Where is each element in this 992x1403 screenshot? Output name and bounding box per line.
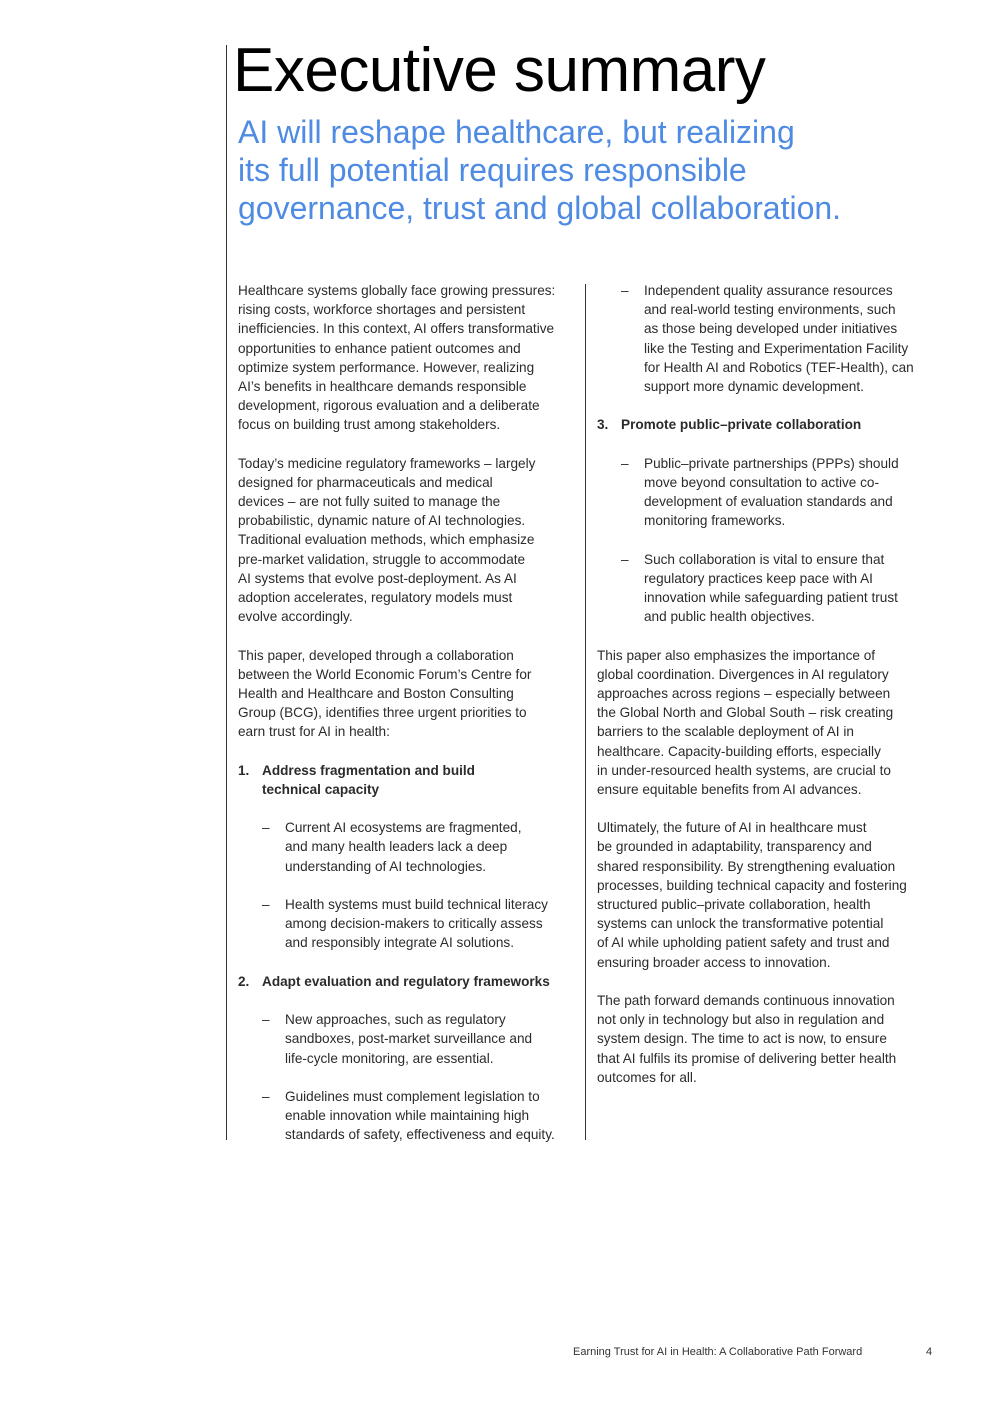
text-line: approaches across regions – especially between: [597, 685, 891, 701]
numbered-heading: [238, 972, 578, 991]
list-number: 3.: [597, 417, 609, 433]
text-line: pre-market validation, struggle to accommodate: [238, 551, 526, 567]
text-line: healthcare. Capacity-building efforts, especially: [597, 743, 881, 759]
bullet-item: [597, 454, 942, 531]
text-line: Such collaboration is vital to ensure that: [644, 551, 885, 567]
paragraph-gap: [597, 626, 942, 645]
text-line: probabilistic, dynamic nature of AI technologies.: [238, 513, 526, 529]
text-line: development, rigorous evaluation and a deliberate: [238, 398, 540, 414]
text-line: Today’s medicine regulatory frameworks – largely: [238, 455, 536, 471]
text-line: Traditional evaluation methods, which emphasize: [238, 532, 535, 548]
text-line: Healthcare systems globally face growing pressures:: [238, 283, 556, 298]
block-text: [597, 818, 942, 972]
bullet-item: [597, 550, 942, 627]
text-line: as those being developed under initiatives: [644, 321, 898, 337]
bullet-item: [238, 895, 578, 953]
text-line: Ultimately, the future of AI in healthcare must: [597, 820, 867, 836]
paragraph-gap: [238, 991, 578, 1010]
text-line: life-cycle monitoring, are essential.: [285, 1050, 494, 1066]
text-line: support more dynamic development.: [644, 378, 864, 394]
text-line: Public–private partnerships (PPPs) should: [644, 455, 899, 471]
text-line: systems can unlock the transformative potential: [597, 916, 884, 932]
bullet-item: [238, 818, 578, 876]
paragraph-gap: [238, 799, 578, 818]
left-margin-rule: [226, 45, 227, 1140]
dash-bullet-icon: –: [262, 820, 270, 836]
paragraph: [597, 991, 942, 1087]
page-footer: [573, 1346, 933, 1358]
text-line: Address fragmentation and build: [262, 762, 475, 778]
block-text: [238, 281, 578, 435]
dash-bullet-icon: –: [262, 1012, 270, 1028]
paragraph-gap: [238, 435, 578, 454]
text-line: AI systems that evolve post-deployment. As AI: [238, 570, 517, 586]
text-line: technical capacity: [262, 781, 380, 797]
text-line: Current AI ecosystems are fragmented,: [285, 820, 522, 836]
text-line: optimize system performance. However, realizing: [238, 359, 535, 375]
text-line: and public health objectives.: [644, 609, 815, 625]
paragraph-gap: [597, 396, 942, 415]
dash-bullet-icon: –: [621, 551, 629, 567]
text-line: evolve accordingly.: [238, 609, 353, 625]
block-text: [238, 761, 578, 799]
block-text: [238, 646, 578, 742]
column-divider: [585, 284, 586, 1140]
text-line: that AI fulfils its promise of delivering better health: [597, 1050, 897, 1066]
paragraph-gap: [238, 876, 578, 895]
page-title: Executive summary: [233, 36, 766, 105]
page-number: 4: [926, 1346, 933, 1358]
text-line: outcomes for all.: [597, 1069, 697, 1085]
block-text: [597, 646, 942, 800]
block-text: [597, 415, 942, 434]
text-line: devices – are not fully suited to manage the: [238, 494, 501, 510]
dash-bullet-icon: –: [621, 283, 629, 298]
block-text: [238, 895, 578, 953]
dash-bullet-icon: –: [262, 897, 270, 912]
text-line: Guidelines must complement legislation to: [285, 1088, 540, 1104]
text-line: be grounded in adaptability, transparency and: [597, 839, 872, 855]
subtitle-line: its full potential requires responsible: [238, 152, 747, 188]
bullet-item: [238, 1087, 578, 1145]
text-line: Independent quality assurance resources: [644, 283, 893, 298]
text-line: sandboxes, post-market surveillance and: [285, 1031, 533, 1047]
subtitle-line: AI will reshape healthcare, but realizing: [238, 114, 795, 150]
dash-bullet-icon: –: [621, 455, 629, 471]
block-text: [597, 991, 942, 1087]
text-line: regulatory practices keep pace with AI: [644, 570, 873, 586]
paragraph-gap: [597, 435, 942, 454]
text-line: Health and Healthcare and Boston Consulting: [238, 685, 514, 701]
text-line: system design. The time to act is now, to ensure: [597, 1031, 887, 1047]
text-line: enable innovation while maintaining high: [285, 1108, 530, 1124]
text-line: development of evaluation standards and: [644, 494, 893, 510]
paragraph-gap: [238, 1068, 578, 1087]
paragraph-gap: [597, 972, 942, 991]
text-line: focus on building trust among stakeholders.: [238, 417, 501, 433]
paragraph-gap: [238, 742, 578, 761]
text-line: move beyond consultation to active co-: [644, 474, 880, 490]
text-line: AI’s benefits in healthcare demands responsible: [238, 378, 527, 394]
text-line: barriers to the scalable deployment of AI in: [597, 724, 854, 740]
block-text: [238, 818, 578, 876]
text-line: of AI while upholding patient safety and trust and: [597, 935, 890, 951]
text-line: like the Testing and Experimentation Facility: [644, 340, 909, 356]
text-line: adoption accelerates, regulatory models must: [238, 590, 513, 605]
block-text: [238, 454, 578, 627]
text-line: standards of safety, effectiveness and equity.: [285, 1127, 555, 1143]
paragraph-gap: [597, 530, 942, 549]
text-line: shared responsibility. By strengthening evaluation: [597, 858, 896, 874]
text-line: inefficiencies. In this context, AI offers transformative: [238, 321, 555, 337]
text-line: understanding of AI technologies.: [285, 858, 487, 874]
numbered-heading: [597, 415, 942, 434]
block-text: [238, 1087, 578, 1145]
footer-title: Earning Trust for AI in Health: A Collaborative Path Forward: [573, 1346, 863, 1358]
numbered-heading: [238, 761, 578, 799]
text-line: and many health leaders lack a deep: [285, 839, 508, 855]
dash-bullet-icon: –: [262, 1088, 270, 1104]
text-line: innovation while safeguarding patient trust: [644, 590, 898, 605]
text-line: and responsibly integrate AI solutions.: [285, 935, 514, 951]
text-line: New approaches, such as regulatory: [285, 1012, 506, 1028]
paragraph: [597, 818, 942, 972]
bullet-item: [597, 281, 942, 396]
block-text: [597, 550, 942, 627]
text-line: Promote public–private collaboration: [621, 417, 862, 433]
right-column: [597, 281, 942, 1087]
text-line: structured public–private collaboration, health: [597, 897, 871, 912]
text-line: between the World Economic Forum’s Centre for: [238, 666, 532, 682]
text-line: This paper also emphasizes the importance of: [597, 647, 876, 663]
paragraph: [238, 281, 578, 435]
paragraph: [238, 454, 578, 627]
list-number: 1.: [238, 762, 250, 778]
block-text: [238, 1010, 578, 1068]
paragraph-gap: [597, 799, 942, 818]
paragraph-gap: [238, 626, 578, 645]
text-line: and real-world testing environments, such: [644, 302, 896, 318]
text-line: Health systems must build technical literacy: [285, 897, 548, 912]
text-line: among decision-makers to critically assess: [285, 916, 543, 932]
text-line: Adapt evaluation and regulatory frameworks: [262, 973, 550, 989]
text-line: for Health AI and Robotics (TEF-Health), can: [644, 359, 914, 375]
left-column: [238, 281, 578, 1144]
text-line: the Global North and Global South – risk creating: [597, 705, 894, 721]
block-text: [238, 972, 578, 991]
block-text: [597, 454, 942, 531]
text-line: global coordination. Divergences in AI regulatory: [597, 666, 889, 682]
text-line: monitoring frameworks.: [644, 513, 786, 529]
list-number: 2.: [238, 973, 250, 989]
text-line: ensure equitable benefits from AI advances.: [597, 781, 862, 797]
text-line: This paper, developed through a collaboration: [238, 647, 514, 663]
text-line: The path forward demands continuous innovation: [597, 992, 895, 1008]
subtitle-line: governance, trust and global collaboration.: [238, 190, 842, 226]
subtitle: [238, 113, 841, 227]
text-line: in under-resourced health systems, are crucial to: [597, 762, 891, 778]
paragraph: [597, 646, 942, 800]
text-line: earn trust for AI in health:: [238, 724, 390, 740]
text-line: Group (BCG), identifies three urgent priorities to: [238, 705, 527, 721]
paragraph-gap: [238, 953, 578, 972]
text-line: not only in technology but also in regulation and: [597, 1012, 885, 1028]
paragraph: [238, 646, 578, 742]
block-text: [597, 281, 942, 396]
bullet-item: [238, 1010, 578, 1068]
text-line: designed for pharmaceuticals and medical: [238, 474, 493, 490]
text-line: opportunities to enhance patient outcomes and: [238, 340, 521, 356]
text-line: ensuring broader access to innovation.: [597, 954, 831, 970]
text-line: rising costs, workforce shortages and persistent: [238, 302, 526, 318]
text-line: processes, building technical capacity and fostering: [597, 877, 907, 893]
